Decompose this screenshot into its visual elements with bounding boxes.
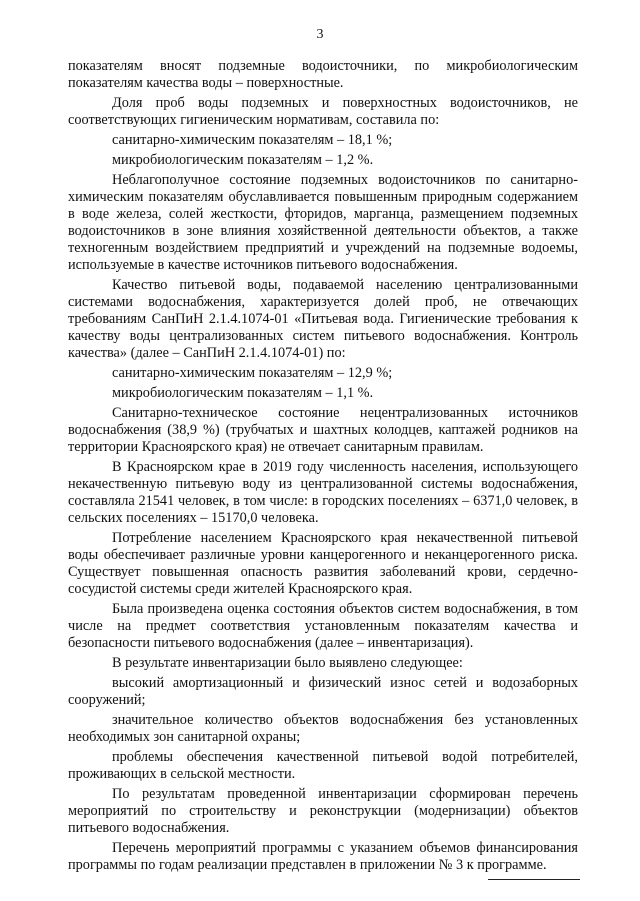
list-item: микробиологическим показателям – 1,1 %. [112,385,374,401]
paragraph: Была произведена оценка состояния объектов систем водоснабжения, в том числе на предмет соответствия установленным показателям качества и безопасности питьевого водоснабжения (далее – инвентаризация). [68,601,578,651]
footer-rule [488,879,580,880]
document-body [68,58,578,877]
paragraph: показателям вносят подземные водоисточники, по микробиологическим показателям качества воды – поверхностные. [68,58,578,91]
list-item: проблемы обеспечения качественной питьевой водой потребителей, проживающих в сельской местности. [68,749,578,782]
paragraph: В Красноярском крае в 2019 году численность населения, использующего некачественную питьевую воду из централизованной системы водоснабжения, составляла 21541 человек, в том числе: в городских поселениях – 6371,0 человек, в сельских поселениях – 15170,0 человека. [68,459,578,526]
paragraph: Перечень мероприятий программы с указанием объемов финансирования программы по годам реализации представлен в приложении № 3 к программе. [68,840,578,873]
paragraph: Доля проб воды подземных и поверхностных водоисточников, не соответствующих гигиеническим нормативам, составила по: [68,95,578,128]
paragraph: Неблагополучное состояние подземных водоисточников по санитарно-химическим показателям обуславливается повышенным природным содержанием в воде железа, солей жесткости, фторидов, марганца, размещением подземных водоисточников в зоне влияния хозяйственной деятельности объектов, а также техногенным воздействием предприятий и учреждений на подземные водоемы, используемые в качестве источников питьевого водоснабжения. [68,172,578,273]
list-item: значительное количество объектов водоснабжения без установленных необходимых зон санитарной охраны; [68,712,578,745]
list-item: микробиологическим показателям – 1,2 %. [112,152,374,168]
paragraph: В результате инвентаризации было выявлено следующее: [112,655,463,671]
list-item: санитарно-химическим показателям – 12,9 %; [112,365,393,381]
paragraph: По результатам проведенной инвентаризации сформирован перечень мероприятий по строительству и реконструкции (модернизации) объектов питьевого водоснабжения. [68,786,578,836]
paragraph: Санитарно-техническое состояние нецентрализованных источников водоснабжения (38,9 %) (трубчатых и шахтных колодцев, каптажей родников на территории Красноярского края) не отвечает санитарным правилам. [68,405,578,455]
paragraph: Качество питьевой воды, подаваемой населению централизованными системами водоснабжения, характеризуется долей проб, не отвечающих требованиям СанПиН 2.1.4.1074-01 «Питьевая вода. Гигиенические требования к качеству воды централизованных систем питьевого водоснабжения. Контроль качества» (далее – СанПиН 2.1.4.1074-01) по: [68,277,578,361]
page-number: 3 [316,27,324,42]
list-item: высокий амортизационный и физический износ сетей и водозаборных сооружений; [68,675,578,708]
list-item: санитарно-химическим показателям – 18,1 %; [112,132,393,148]
paragraph: Потребление населением Красноярского края некачественной питьевой воды обеспечивает различные уровни канцерогенного и неканцерогенного риска. Существует повышенная опасность развития заболеваний крови, сердечно-сосудистой системы среди жителей Красноярского края. [68,530,578,597]
